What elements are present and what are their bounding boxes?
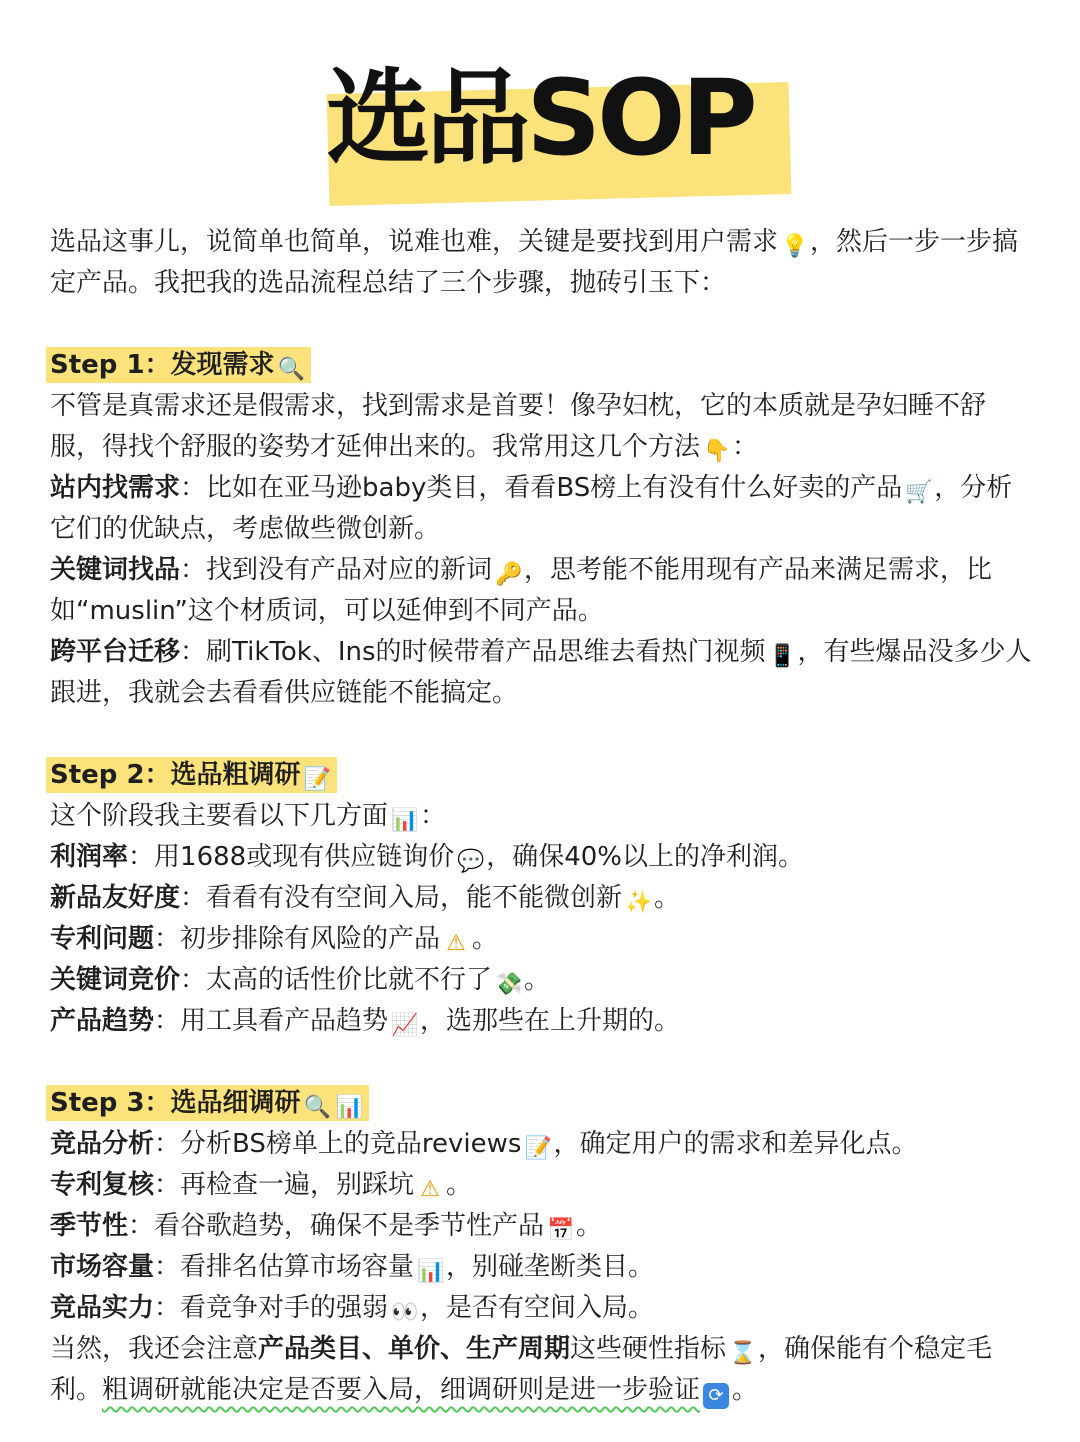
magnifier-icon: 🔍 xyxy=(303,1095,331,1120)
warning-icon: ⚠ xyxy=(446,931,466,956)
bar-chart-icon: 📊 xyxy=(335,1095,363,1120)
list-item: 季节性：看谷歌趋势，确保不是季节性产品 📅。 xyxy=(50,1211,603,1243)
calendar-icon: 📅 xyxy=(547,1218,575,1243)
step2-heading: Step 2：选品粗调研 📝 xyxy=(46,757,337,793)
list-item: 竞品实力：看竞争对手的强弱 👀，是否有空间入局。 xyxy=(50,1293,655,1325)
title-area xyxy=(0,40,1080,220)
step1-heading: Step 1：发现需求 🔍 xyxy=(46,347,311,383)
list-item: 新品友好度：看看有没有空间入局，能不能微创新 ✨。 xyxy=(50,883,681,915)
article-body xyxy=(50,222,1035,1411)
bar-chart-icon: 📊 xyxy=(391,808,419,833)
sparkles-icon: ✨ xyxy=(625,890,653,915)
step3-heading: Step 3：选品细调研 🔍 📊 xyxy=(46,1085,369,1121)
intro-text-2: ，然后一步一步搞定产品。我把我的选品流程总结了三个步骤，抛砖引玉下： xyxy=(50,227,1019,298)
hourglass-icon: ⌛ xyxy=(729,1341,757,1366)
speech-bubble-icon: 💬 xyxy=(457,849,485,874)
eyes-icon: 👀 xyxy=(391,1300,419,1325)
list-item: 关键词找品：找到没有产品对应的新词 🔑，思考能不能用现有产品来满足需求，比如“muslin”这个材质词，可以延伸到不同产品。 xyxy=(50,555,993,626)
page-title: 选品SOP xyxy=(326,57,754,179)
memo-icon: 📝 xyxy=(524,1136,552,1161)
step1-intro: 不管是真需求还是假需求，找到需求是首要！像孕妇枕，它的本质就是孕妇睡不舒服，得找个舒服的姿势才延伸出来的。我常用这几个方法 👇： xyxy=(50,391,987,464)
warning-icon: ⚠ xyxy=(420,1177,440,1202)
magnifier-icon: 🔍 xyxy=(277,357,305,382)
list-item: 站内找需求：比如在亚马逊baby类目，看看BS榜上有没有什么好卖的产品 🛒，分析它们的优缺点，考虑做些微创新。 xyxy=(50,473,1013,544)
intro-paragraph xyxy=(50,222,1035,304)
refresh-icon: ⟳ xyxy=(703,1383,729,1409)
money-wings-icon: 💸 xyxy=(495,972,523,997)
list-item: 专利问题：初步排除有风险的产品 ⚠ 。 xyxy=(50,924,499,956)
list-item: 利润率：用1688或现有供应链询价 💬，确保40%以上的净利润。 xyxy=(50,842,804,874)
list-item: 关键词竞价：太高的话性价比就不行了 💸。 xyxy=(50,965,551,997)
key-icon: 🔑 xyxy=(495,562,523,587)
pointing-down-hand-icon: 👇 xyxy=(703,439,731,464)
intro-text: 选品这事儿，说简单也简单，说难也难，关键是要找到用户需求 xyxy=(50,227,779,257)
list-item: 跨平台迁移：刷TikTok、Ins的时候带着产品思维去看热门视频 📱，有些爆品没多少人跟进，我就会去看看供应链能不能搞定。 xyxy=(50,637,1032,708)
light-bulb-icon: 💡 xyxy=(781,234,809,259)
step2-intro: 这个阶段我主要看以下几方面 📊： xyxy=(50,801,447,833)
list-item: 产品趋势：用工具看产品趋势 📈，选那些在上升期的。 xyxy=(50,1006,681,1038)
bar-chart-icon: 📊 xyxy=(417,1259,445,1284)
underlined-conclusion: 粗调研就能决定是否要入局，细调研则是进一步验证 xyxy=(102,1375,701,1405)
memo-icon: 📝 xyxy=(303,767,331,792)
shopping-cart-icon: 🛒 xyxy=(905,480,933,505)
mobile-phone-icon: 📱 xyxy=(768,644,796,669)
chart-increasing-icon: 📈 xyxy=(391,1013,419,1038)
closing-paragraph: 当然，我还会注意产品类目、单价、生产周期这些硬性指标 ⌛，确保能有个稳定毛利。粗调研就能决定是否要入局，细调研则是进一步验证 ⟳ 。 xyxy=(50,1329,1035,1411)
list-item: 专利复核：再检查一遍，别踩坑 ⚠ 。 xyxy=(50,1170,473,1202)
list-item: 市场容量：看排名估算市场容量 📊，别碰垄断类目。 xyxy=(50,1252,655,1284)
list-item: 竞品分析：分析BS榜单上的竞品reviews 📝，确定用户的需求和差异化点。 xyxy=(50,1129,918,1161)
